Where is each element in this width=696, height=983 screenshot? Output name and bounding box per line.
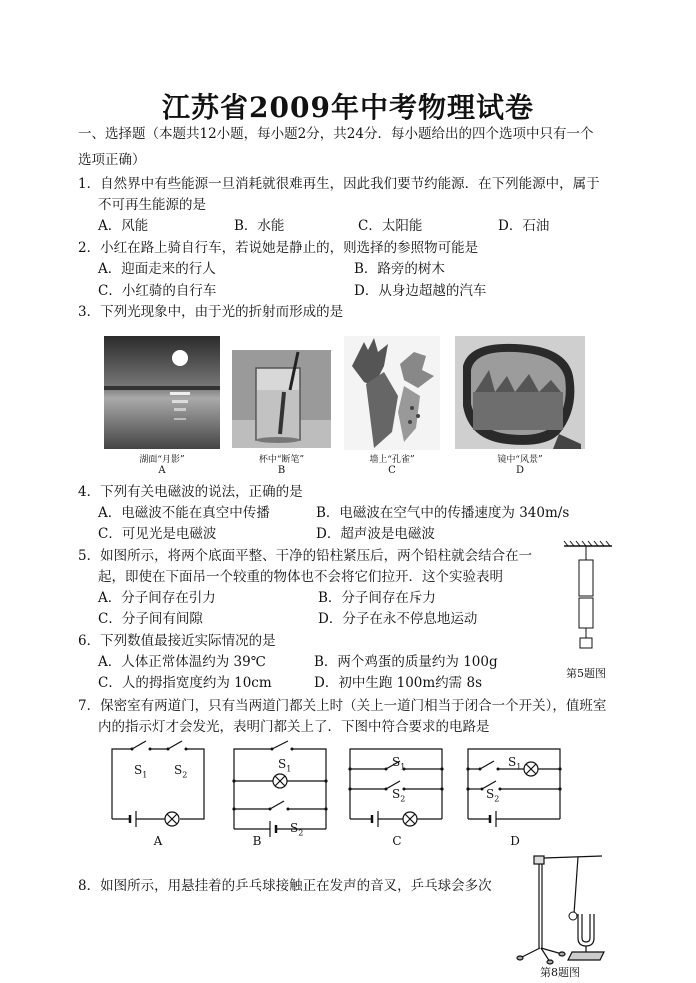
q4-option-a: A．电磁波不能在真空中传播 bbox=[98, 505, 270, 521]
circuit-c-letter: C bbox=[392, 834, 402, 848]
q8-stem: 8．如图所示，用悬挂着的乒乓球接触正在发声的音叉，乒乓球会多次 bbox=[78, 878, 492, 894]
q4-stem: 4．下列有关电磁波的说法，正确的是 bbox=[78, 484, 303, 500]
circuit-c-s1: $S_1$ bbox=[392, 755, 406, 772]
photo-a-caption: 湖面“月影” bbox=[139, 455, 185, 465]
q2-option-a: A．迎面走来的行人 bbox=[98, 261, 216, 277]
q4-option-c: C．可见光是电磁波 bbox=[98, 526, 217, 542]
q4-option-d: D．超声波是电磁波 bbox=[316, 526, 435, 542]
q6-option-a: A．人体正常体温约为 39℃ bbox=[98, 654, 266, 670]
q2-option-b: B．路旁的树木 bbox=[354, 261, 445, 277]
q6-option-b: B．两个鸡蛋的质量约为 100g bbox=[314, 654, 498, 670]
q6-option-c: C．人的拇指宽度约为 10cm bbox=[98, 675, 272, 691]
q5-option-d: D．分子在永不停息地运动 bbox=[318, 611, 478, 627]
fig8-tuning-fork bbox=[516, 852, 608, 966]
circuit-a-letter: A bbox=[153, 834, 163, 848]
q1-option-c: C．太阳能 bbox=[358, 218, 423, 234]
fig8-caption: 第8题图 bbox=[540, 966, 580, 979]
photo-b-letter: B bbox=[277, 465, 286, 476]
circuit-d-s1: $S_1$ bbox=[508, 755, 522, 772]
page-title: 江苏省2009年中考物理试卷 bbox=[162, 91, 534, 124]
photo-b-caption: 杯中“断笔” bbox=[258, 455, 305, 465]
q2-stem: 2．小红在路上骑自行车，若说她是静止的，则选择的参照物可能是 bbox=[78, 240, 479, 256]
q7-stem: 7．保密室有两道门，只有当两道门都关上时（关上一道门相当于闭合一个开关），值班室 bbox=[78, 698, 607, 714]
section-heading: 一、选择题（本题共12小题，每小题2分，共24分．每小题给出的四个选项中只有一个 bbox=[78, 126, 594, 142]
q6-option-d: D．初中生跑 100m约需 8s bbox=[314, 675, 482, 691]
photo-a-letter: A bbox=[158, 465, 166, 476]
photo-glass-pencil bbox=[232, 350, 331, 448]
circuit-d-letter: D bbox=[510, 834, 520, 848]
q7-stem-cont: 内的指示灯才会发光，表明门都关上了．下图中符合要求的电路是 bbox=[98, 719, 490, 735]
photo-d-caption: 镜中“风景” bbox=[497, 455, 543, 465]
fig5-lead-cylinders bbox=[560, 540, 616, 660]
q1-stem: 1．自然界中有些能源一旦消耗就很难再生，因此我们要节约能源．在下列能源中，属于 bbox=[78, 176, 600, 192]
circuit-c-s2: $S_2$ bbox=[392, 787, 406, 804]
q1-stem-cont: 不可再生能源的是 bbox=[98, 197, 206, 213]
q4-option-b: B．电磁波在空气中的传播速度为 340m/s bbox=[316, 505, 570, 521]
q1-option-a: A．风能 bbox=[98, 218, 149, 234]
q1-option-b: B．水能 bbox=[234, 218, 285, 234]
circuit-d-s2: $S_2$ bbox=[486, 787, 500, 804]
photo-lake-moon bbox=[104, 336, 220, 449]
circuit-a bbox=[110, 745, 206, 829]
section-heading-cont: 选项正确） bbox=[78, 152, 146, 168]
photo-hand-shadow bbox=[344, 336, 440, 450]
photo-d-letter: D bbox=[515, 465, 525, 476]
photo-c-caption: 墙上“孔雀” bbox=[369, 455, 415, 465]
q5-stem-cont: 起，即使在下面吊一个较重的物体也不会将它们拉开．这个实验表明 bbox=[98, 569, 503, 585]
q1-option-d: D．石油 bbox=[498, 218, 550, 234]
q5-stem: 5．如图所示，将两个底面平整、干净的铅柱紧压后，两个铅柱就会结合在一 bbox=[78, 548, 533, 564]
q3-stem: 3．下列光现象中，由于光的折射而形成的是 bbox=[78, 304, 344, 320]
circuit-b-s1: $S_1$ bbox=[278, 757, 292, 774]
circuit-b-letter: B bbox=[252, 834, 262, 848]
photo-car-mirror bbox=[455, 336, 585, 449]
q6-stem: 6．下列数值最接近实际情况的是 bbox=[78, 633, 276, 649]
fig5-caption: 第5题图 bbox=[566, 667, 606, 680]
photo-c-letter: C bbox=[388, 465, 396, 476]
circuit-b-s2: $S_2$ bbox=[290, 821, 304, 838]
q2-option-c: C．小红骑的自行车 bbox=[98, 283, 217, 299]
q5-option-b: B．分子间存在斥力 bbox=[318, 590, 436, 606]
q5-option-c: C．分子间有间隙 bbox=[98, 611, 203, 627]
circuit-a-s2: $S_2$ bbox=[174, 763, 188, 780]
q5-option-a: A．分子间存在引力 bbox=[98, 590, 216, 606]
circuit-a-s1: $S_1$ bbox=[134, 763, 148, 780]
q2-option-d: D．从身边超越的汽车 bbox=[354, 283, 487, 299]
